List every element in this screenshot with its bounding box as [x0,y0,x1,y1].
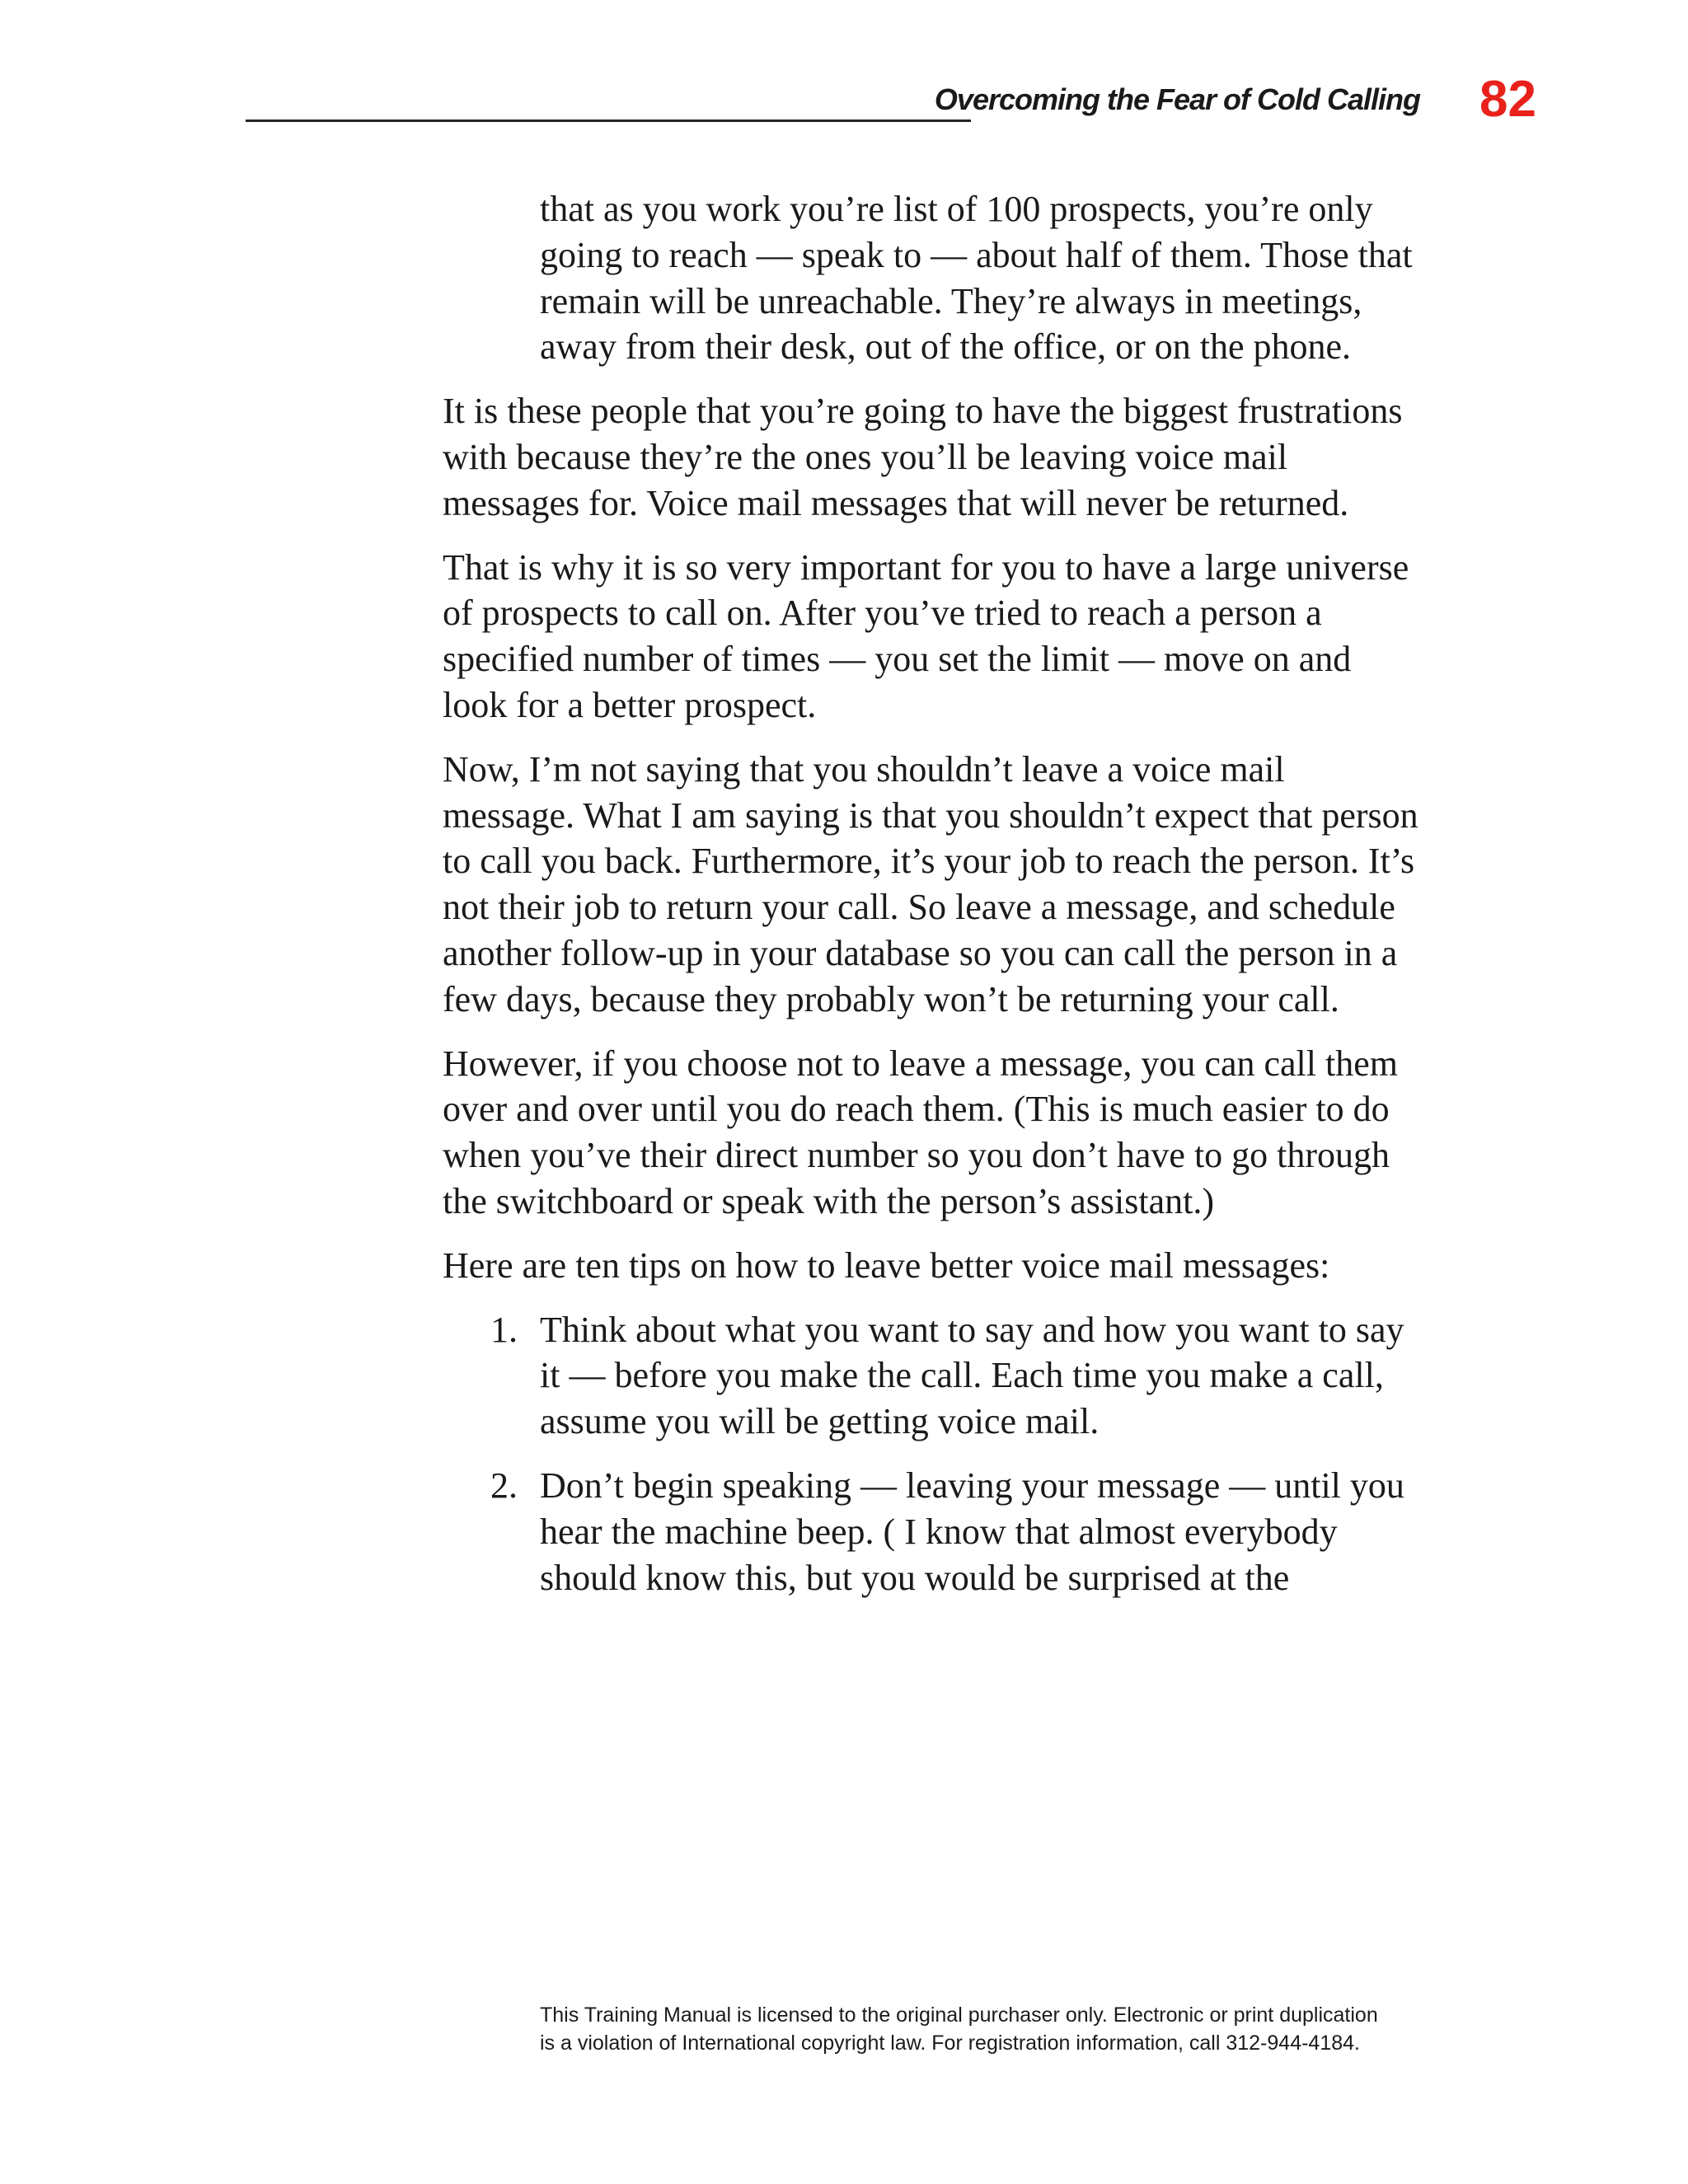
list-item-number: 2. [490,1465,518,1506]
tips-list [443,1307,1422,1601]
list-item [443,1307,1422,1445]
page-number: 82 [1479,71,1536,128]
footer-line: is a violation of International copyright law. For registration information, call 312-944-4184. [540,2032,1360,2055]
body-text [443,186,1422,1619]
list-item-number: 1. [490,1309,518,1350]
paragraph: Now, I’m not saying that you shouldn’t leave a voice mail message. What I am saying is that you shouldn’t expect that person to call you back. Furthermore, it’s your job to reach the person. It’s not their job to return your call. So leave a message, and schedule another follow-up in your database so you can call the person in a few days, because they probably won’t be returning your call. [443,748,1418,1019]
continued-paragraph: that as you work you’re list of 100 prospects, you’re only going to reach — speak to — about half of them. Those that remain will be unreachable. They’re always in meetings, away from their desk, out of the office, or on the phone. [540,189,1413,368]
running-title: Overcoming the Fear of Cold Calling [934,82,1420,116]
footer-line: This Training Manual is licensed to the original purchaser only. Electronic or print duplication [540,2004,1378,2027]
header-rule [246,120,971,122]
list-item-text: Think about what you want to say and how you want to say it — before you make the call. Each time you make a call, assume you will be getting voice mail. [540,1309,1404,1442]
list-item-text: Don’t begin speaking — leaving your message — until you hear the machine beep. ( I know that almost everybody should know this, but you would be surprised at the [540,1465,1404,1598]
paragraph: However, if you choose not to leave a message, you can call them over and over until you do reach them. (This is much easier to do when you’ve their direct number so you don’t have to go through the switchboard or speak with the person’s assistant.) [443,1043,1398,1221]
list-item [443,1463,1422,1601]
paragraph: Here are ten tips on how to leave better voice mail messages: [443,1244,1330,1286]
paragraph: That is why it is so very important for you to have a large universe of prospects to call on. After you’ve tried to reach a person a specified number of times — you set the limit — move on and look for a better prospect. [443,546,1409,725]
license-footer [540,2001,1426,2057]
paragraph: It is these people that you’re going to have the biggest frustrations with because they’re the ones you’ll be leaving voice mail messages for. Voice mail messages that will never be returned. [443,391,1403,523]
